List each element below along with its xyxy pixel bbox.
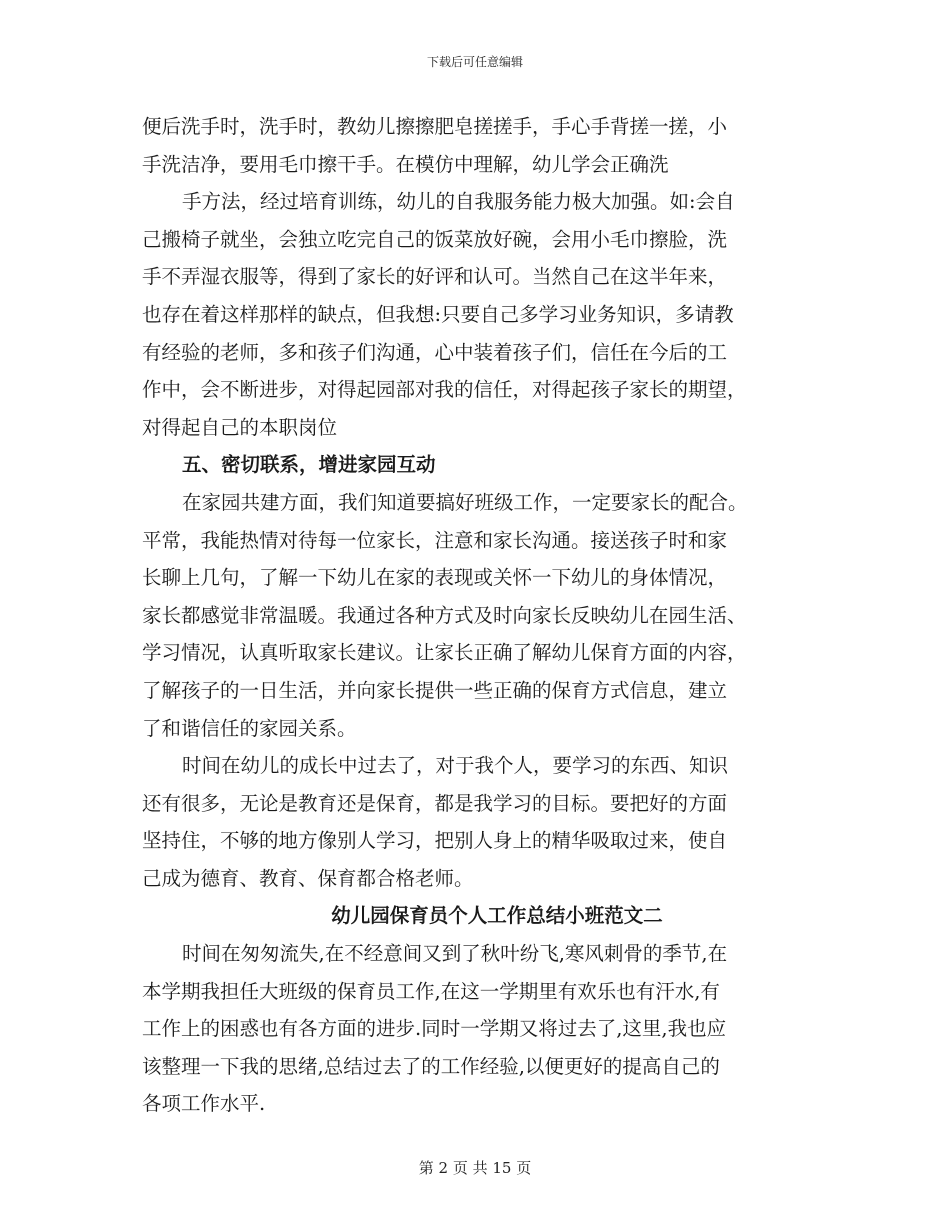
text-line: 对得起自己的本职岗位 — [142, 415, 338, 439]
page-header: 下载后可任意编辑 — [426, 55, 523, 69]
text-line: 己搬椅子就坐，会独立吃完自己的饭菜放好碗，会用小毛巾擦脸，洗 — [142, 227, 728, 251]
page-footer: 第 2 页 共 15 页 — [418, 1159, 532, 1177]
text-line: 便后洗手时，洗手时，教幼儿擦擦肥皂搓搓手，手心手背搓一搓，小 — [142, 115, 728, 138]
text-line: 手方法，经过培育训练，幼儿的自我服务能力极大加强。如:会自 — [182, 190, 735, 214]
text-line: 己成为德育、教育、保育都合格老师。 — [142, 866, 474, 890]
text-line: 本学期我担任大班级的保育员工作,在这一学期里有欢乐也有汗水,有 — [142, 979, 720, 1003]
text-line: 时间在匆匆流失,在不经意间又到了秋叶纷飞,寒风刺骨的季节,在 — [182, 942, 728, 966]
text-line: 学习情况，认真听取家长建议。让家长正确了解幼儿保育方面的内容， — [142, 641, 747, 665]
text-line: 长聊上几句，了解一下幼儿在家的表现或关怀一下幼儿的身体情况， — [142, 566, 728, 590]
section-heading: 五、密切联系，增进家园互动 — [182, 453, 436, 477]
text-line: 有经验的老师，多和孩子们沟通，心中装着孩子们，信任在今后的工 — [142, 340, 728, 364]
text-line: 了和谐信任的家园关系。 — [142, 716, 357, 740]
text-line: 坚持住，不够的地方像别人学习，把别人身上的精华吸取过来，使自 — [142, 829, 728, 853]
text-line: 在家园共建方面，我们知道要搞好班级工作，一定要家长的配合。 — [182, 490, 748, 514]
text-line: 家长都感觉非常温暖。我通过各种方式及时向家长反映幼儿在园生活、 — [142, 603, 747, 627]
text-line: 还有很多，无论是教育还是保育，都是我学习的目标。要把好的方面 — [142, 791, 728, 815]
document-body — [142, 108, 812, 1123]
text-line: 时间在幼儿的成长中过去了，对于我个人，要学习的东西、知识 — [182, 754, 729, 778]
text-line: 手不弄湿衣服等，得到了家长的好评和认可。当然自己在这半年来， — [142, 265, 728, 289]
text-line: 平常，我能热情对待每一位家长，注意和家长沟通。接送孩子时和家 — [142, 528, 728, 552]
section-heading: 幼儿园保育员个人工作总结小班范文二 — [331, 904, 663, 928]
text-line: 手洗洁净，要用毛巾擦干手。在模仿中理解，幼儿学会正确洗 — [142, 152, 669, 176]
text-line: 工作上的困惑也有各方面的进步.同时一学期又将过去了,这里,我也应 — [142, 1017, 727, 1041]
text-line: 了解孩子的一日生活，并向家长提供一些正确的保育方式信息，建立 — [142, 678, 728, 702]
text-line: 该整理一下我的思绪,总结过去了的工作经验,以便更好的提高自己的 — [142, 1054, 720, 1078]
text-line: 各项工作水平. — [142, 1092, 266, 1116]
text-line: 作中，会不断进步，对得起园部对我的信任，对得起孩子家长的期望， — [142, 378, 747, 402]
text-line: 也存在着这样那样的缺点，但我想:只要自己多学习业务知识，多请教 — [142, 302, 734, 326]
